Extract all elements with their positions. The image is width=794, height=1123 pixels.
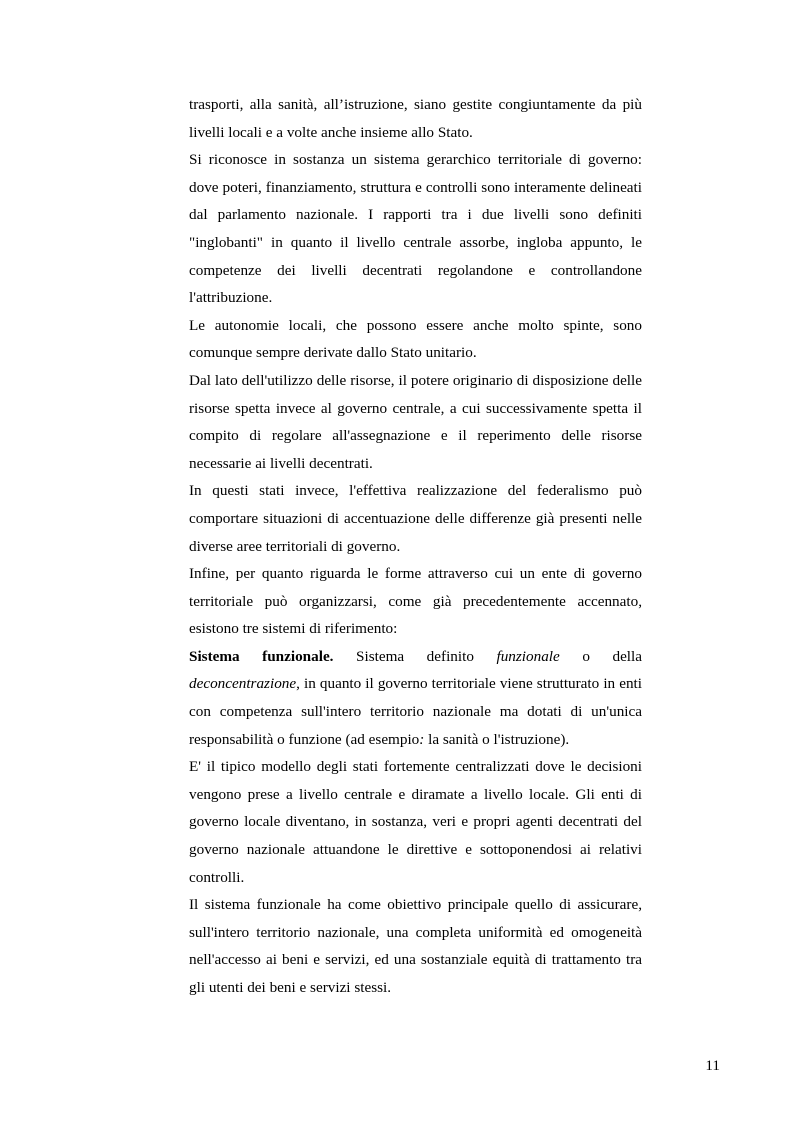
paragraph-8: E' il tipico modello degli stati fortemente centralizzati dove le decisioni vengono prese a livello centrale e diramate a livello locale. Gli enti di governo locale diventano, in sostanza, veri e propri agenti decentrati del governo nazionale attuandone le direttive e sottoponendosi ai relativi controlli. <box>189 758 642 886</box>
paragraph-5: In questi stati invece, l'effettiva realizzazione del federalismo può comportare situazioni di accentuazione delle differenze già presenti nelle diverse aree territoriali di governo. <box>189 482 642 555</box>
sistema-funzionale-italic-1: funzionale <box>496 647 560 665</box>
page-number: 11 <box>705 1057 720 1074</box>
sistema-funzionale-italic-2: deconcentrazione <box>189 675 297 693</box>
document-body <box>189 91 642 1002</box>
paragraph-2: Si riconosce in sostanza un sistema gerarchico territoriale di governo: dove poteri, finanziamento, struttura e controlli sono interamente delineati dal parlamento nazionale. I rapporti tra i due livelli sono definiti "inglobanti" in quanto il livello centrale assorbe, ingloba appunto, le competenze dei livelli decentrati regolandone e controllandone l'attribuzione. <box>189 151 642 307</box>
paragraph-sistema-funzionale <box>189 643 642 753</box>
paragraph-1: trasporti, alla sanità, all’istruzione, siano gestite congiuntamente da più livelli locali e a volte anche insieme allo Stato. <box>189 96 642 141</box>
paragraph-4: Dal lato dell'utilizzo delle risorse, il potere originario di disposizione delle risorse spetta invece al governo centrale, a cui successivamente spetta il compito di regolare all'assegnazione e il reperimento delle risorse necessarie ai livelli decentrati. <box>189 371 642 472</box>
sistema-funzionale-italic-3: : <box>419 730 425 748</box>
paragraph-9: Il sistema funzionale ha come obiettivo principale quello di assicurare, sull'intero territorio nazionale, una completa uniformità ed omogeneità nell'accesso ai beni e servizi, ed una sostanziale equità di trattamento tra gli utenti dei beni e servizi stessi. <box>189 896 642 996</box>
sistema-funzionale-text-3: , in quanto il governo territoriale viene strutturato in enti con competenza sull'intero territorio nazionale ma dotati di un'unica responsabilità o funzione (ad esempio <box>189 675 642 748</box>
sistema-funzionale-text-2: o della <box>559 647 642 665</box>
paragraph-6: Infine, per quanto riguarda le forme attraverso cui un ente di governo territoriale può organizzarsi, come già precedentemente accennato, esistono tre sistemi di riferimento: <box>189 565 642 638</box>
paragraph-3: Le autonomie locali, che possono essere anche molto spinte, sono comunque sempre derivate dallo Stato unitario. <box>189 316 642 362</box>
sistema-funzionale-text-1: Sistema definito <box>333 647 497 665</box>
sistema-funzionale-heading: Sistema funzionale. <box>189 647 334 665</box>
sistema-funzionale-text-4: la sanità o l'istruzione). <box>424 730 570 748</box>
